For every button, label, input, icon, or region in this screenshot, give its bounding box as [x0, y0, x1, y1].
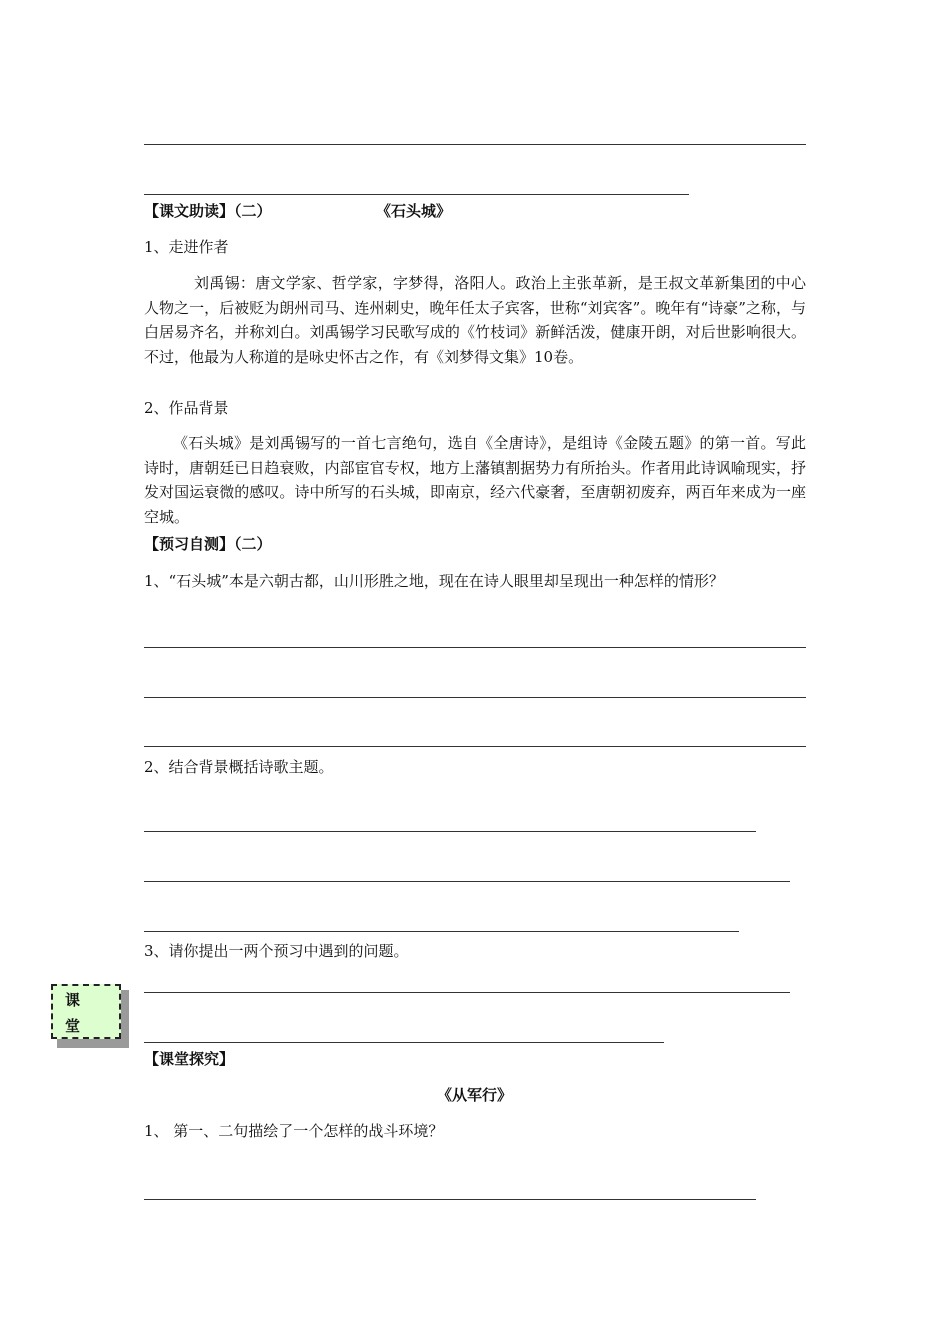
question-2: 2、结合背景概括诗歌主题。 — [144, 758, 334, 776]
section-header-self-test: 【预习自测】（二） — [144, 535, 272, 553]
inquiry-question-1: 1、 第一、二句描绘了一个怎样的战斗环境？ — [144, 1122, 444, 1140]
answer-line — [144, 1042, 664, 1043]
item-author-heading: 1、走进作者 — [144, 238, 229, 256]
background-paragraph: 《石头城》是刘禹锡写的一首七言绝句，选自《全唐诗》，是组诗《金陵五题》的第一首。写此诗时，唐朝廷已日趋衰败，内部宦官专权，地方上藩镇割据势力有所抬头。作者用此诗讽喻现实，抒发对国运衰微的感叹。诗中所写的石头城，即南京，经六代豪奢，至唐朝初废弃，两百年来成为一座空城。 — [144, 434, 806, 526]
poem-title-congjunxing: 《从军行》 — [437, 1086, 513, 1104]
answer-line — [144, 194, 689, 195]
author-paragraph: 刘禹锡：唐文学家、哲学家，字梦得，洛阳人。政治上主张革新，是王叔文革新集团的中心人物之一，后被贬为朗州司马、连州刺史，晚年任太子宾客，世称“刘宾客”。晚年有“诗豪”之称，与白居易齐名，并称刘白。刘禹锡学习民歌写成的《竹枝词》新鲜活泼，健康开朗，对后世影响很大。不过，他最为人称道的是咏史怀古之作，有《刘梦得文集》10卷。 — [144, 274, 806, 366]
answer-line — [144, 144, 806, 145]
item-background-heading: 2、作品背景 — [144, 399, 229, 417]
answer-line — [144, 992, 790, 993]
answer-line — [144, 746, 806, 747]
side-label-char-1: 课 — [65, 991, 81, 1009]
section-header-reading-aid: 【课文助读】（二） — [144, 202, 272, 220]
answer-line — [144, 697, 806, 698]
answer-line — [144, 881, 790, 882]
question-3: 3、请你提出一两个预习中遇到的问题。 — [144, 942, 409, 960]
poem-title-shitoucheng: 《石头城》 — [376, 202, 452, 220]
section-header-class-inquiry: 【课堂探究】 — [144, 1050, 235, 1068]
side-label-char-2: 堂 — [65, 1017, 81, 1035]
answer-line — [144, 831, 756, 832]
answer-line — [144, 931, 739, 932]
answer-line — [144, 1199, 756, 1200]
answer-line — [144, 647, 806, 648]
side-label-box — [51, 984, 121, 1039]
question-1: 1、“石头城”本是六朝古都，山川形胜之地，现在在诗人眼里却呈现出一种怎样的情形？ — [144, 572, 724, 590]
